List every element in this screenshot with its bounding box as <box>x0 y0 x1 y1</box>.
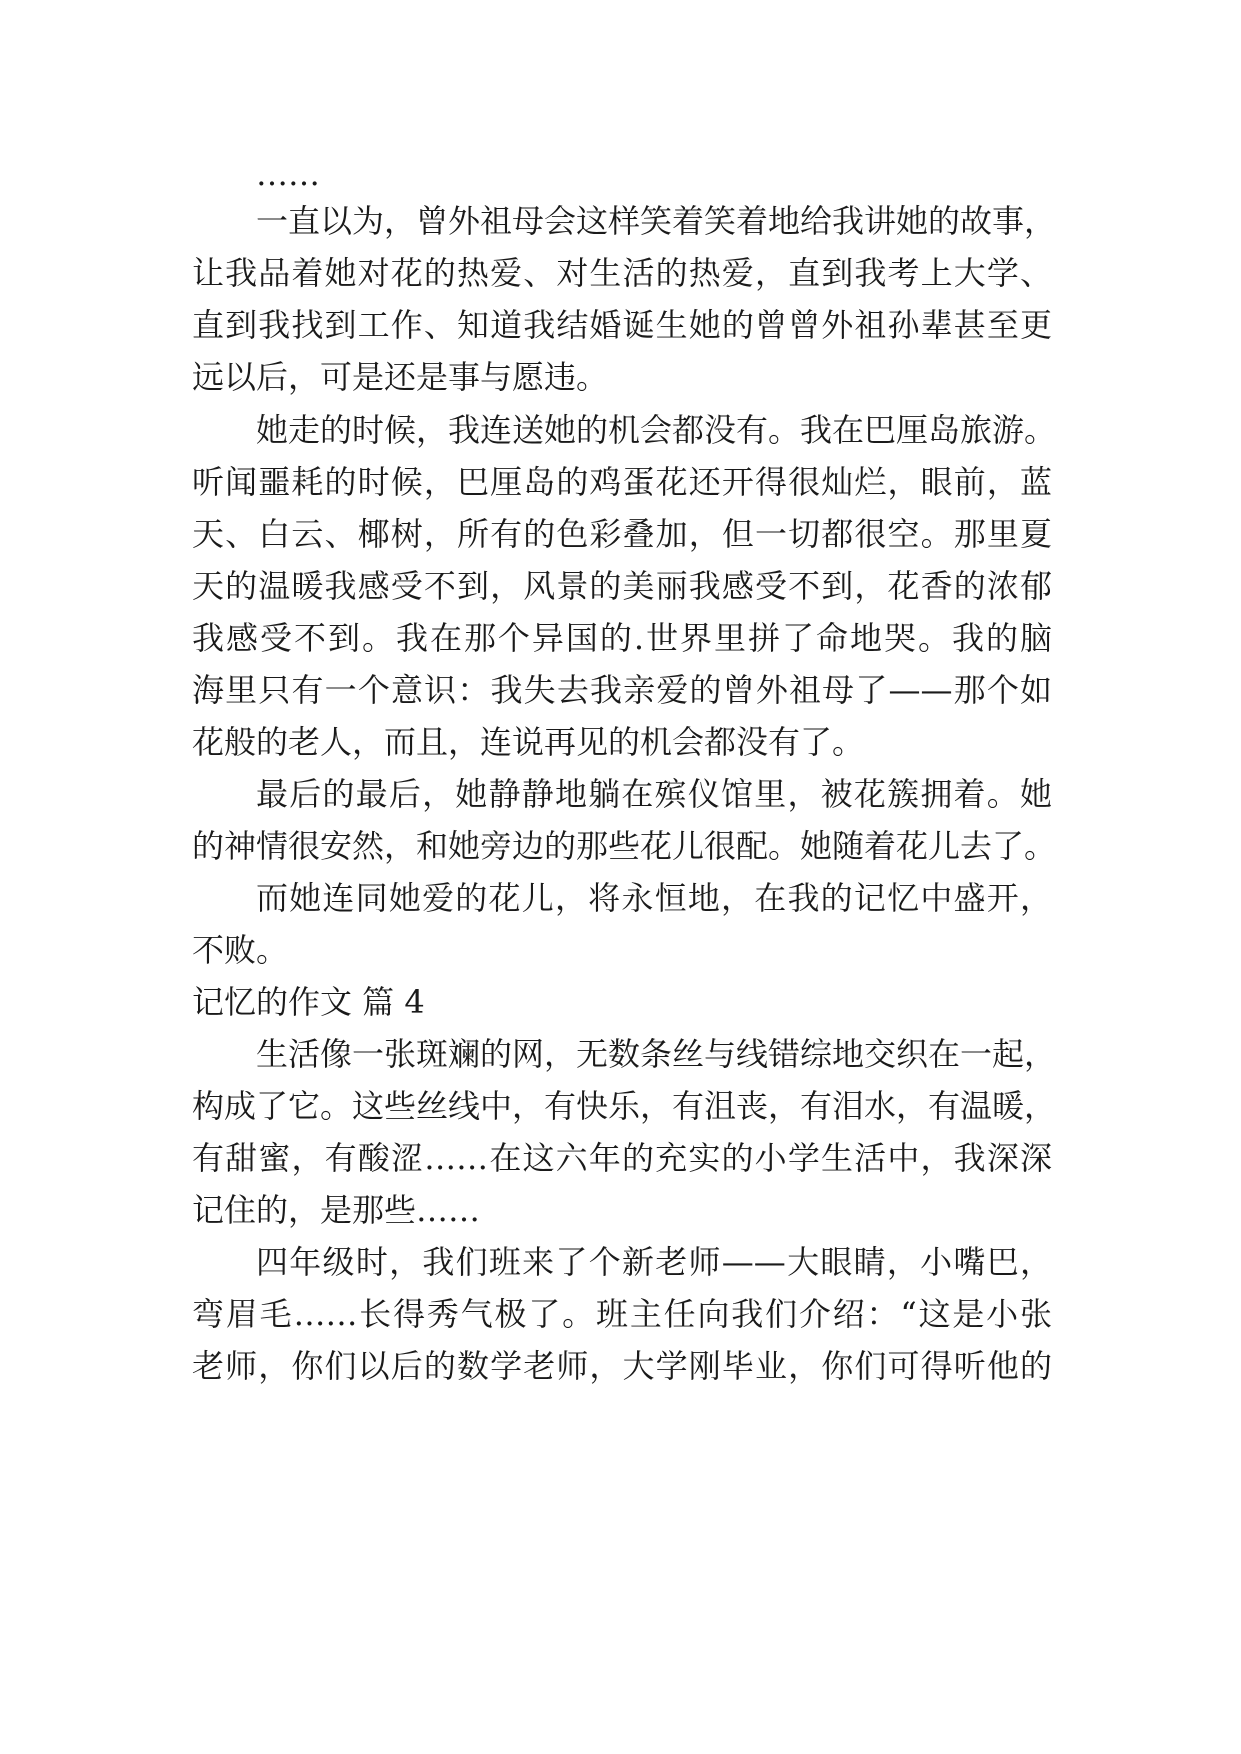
paragraph-line: 天的温暖我感受不到，风景的美丽我感受不到，花香的浓郁 <box>192 567 1052 605</box>
paragraph-line: 构成了它。这些丝线中，有快乐，有沮丧，有泪水，有温暖， <box>192 1087 1057 1125</box>
paragraph-line: 一直以为，曾外祖母会这样笑着笑着地给我讲她的故事， <box>256 202 1057 240</box>
paragraph-line: 最后的最后，她静静地躺在殡仪馆里，被花簇拥着。她 <box>256 775 1052 813</box>
paragraph-line: 我感受不到。我在那个异国的.世界里拼了命地哭。我的脑 <box>192 619 1052 657</box>
paragraph-line: 她走的时候，我连送她的机会都没有。我在巴厘岛旅游。 <box>256 411 1057 449</box>
paragraph-line: 的神情很安然，和她旁边的那些花儿很配。她随着花儿去了。 <box>192 827 1057 865</box>
paragraph-line: 让我品着她对花的热爱、对生活的热爱，直到我考上大学、 <box>192 254 1052 292</box>
paragraph-line: 四年级时，我们班来了个新老师——大眼睛，小嘴巴， <box>256 1243 1052 1281</box>
paragraph-line: 不败。 <box>192 931 289 969</box>
paragraph-line: 听闻噩耗的时候，巴厘岛的鸡蛋花还开得很灿烂，眼前，蓝 <box>192 463 1052 501</box>
section-heading: 记忆的作文 篇 4 <box>192 983 425 1021</box>
paragraph-line: 海里只有一个意识：我失去我亲爱的曾外祖母了——那个如 <box>192 671 1052 709</box>
paragraph-line: 有甜蜜，有酸涩……在这六年的充实的小学生活中，我深深 <box>192 1139 1052 1177</box>
paragraph-line: 生活像一张斑斓的网，无数条丝与线错综地交织在一起， <box>256 1035 1057 1073</box>
ellipsis-line: …… <box>256 155 320 193</box>
paragraph-line: 直到我找到工作、知道我结婚诞生她的曾曾外祖孙辈甚至更 <box>192 306 1052 344</box>
paragraph-line: 而她连同她爱的花儿，将永恒地，在我的记忆中盛开， <box>256 879 1052 917</box>
paragraph-line: 花般的老人，而且，连说再见的机会都没有了。 <box>192 723 865 761</box>
paragraph-line: 老师，你们以后的数学老师，大学刚毕业，你们可得听他的 <box>192 1347 1052 1385</box>
paragraph-line: 弯眉毛……长得秀气极了。班主任向我们介绍：“这是小张 <box>192 1295 1052 1333</box>
paragraph-line: 远以后，可是还是事与愿违。 <box>192 358 609 396</box>
paragraph-line: 记住的，是那些…… <box>192 1191 481 1229</box>
paragraph-line: 天、白云、椰树，所有的色彩叠加，但一切都很空。那里夏 <box>192 515 1052 553</box>
